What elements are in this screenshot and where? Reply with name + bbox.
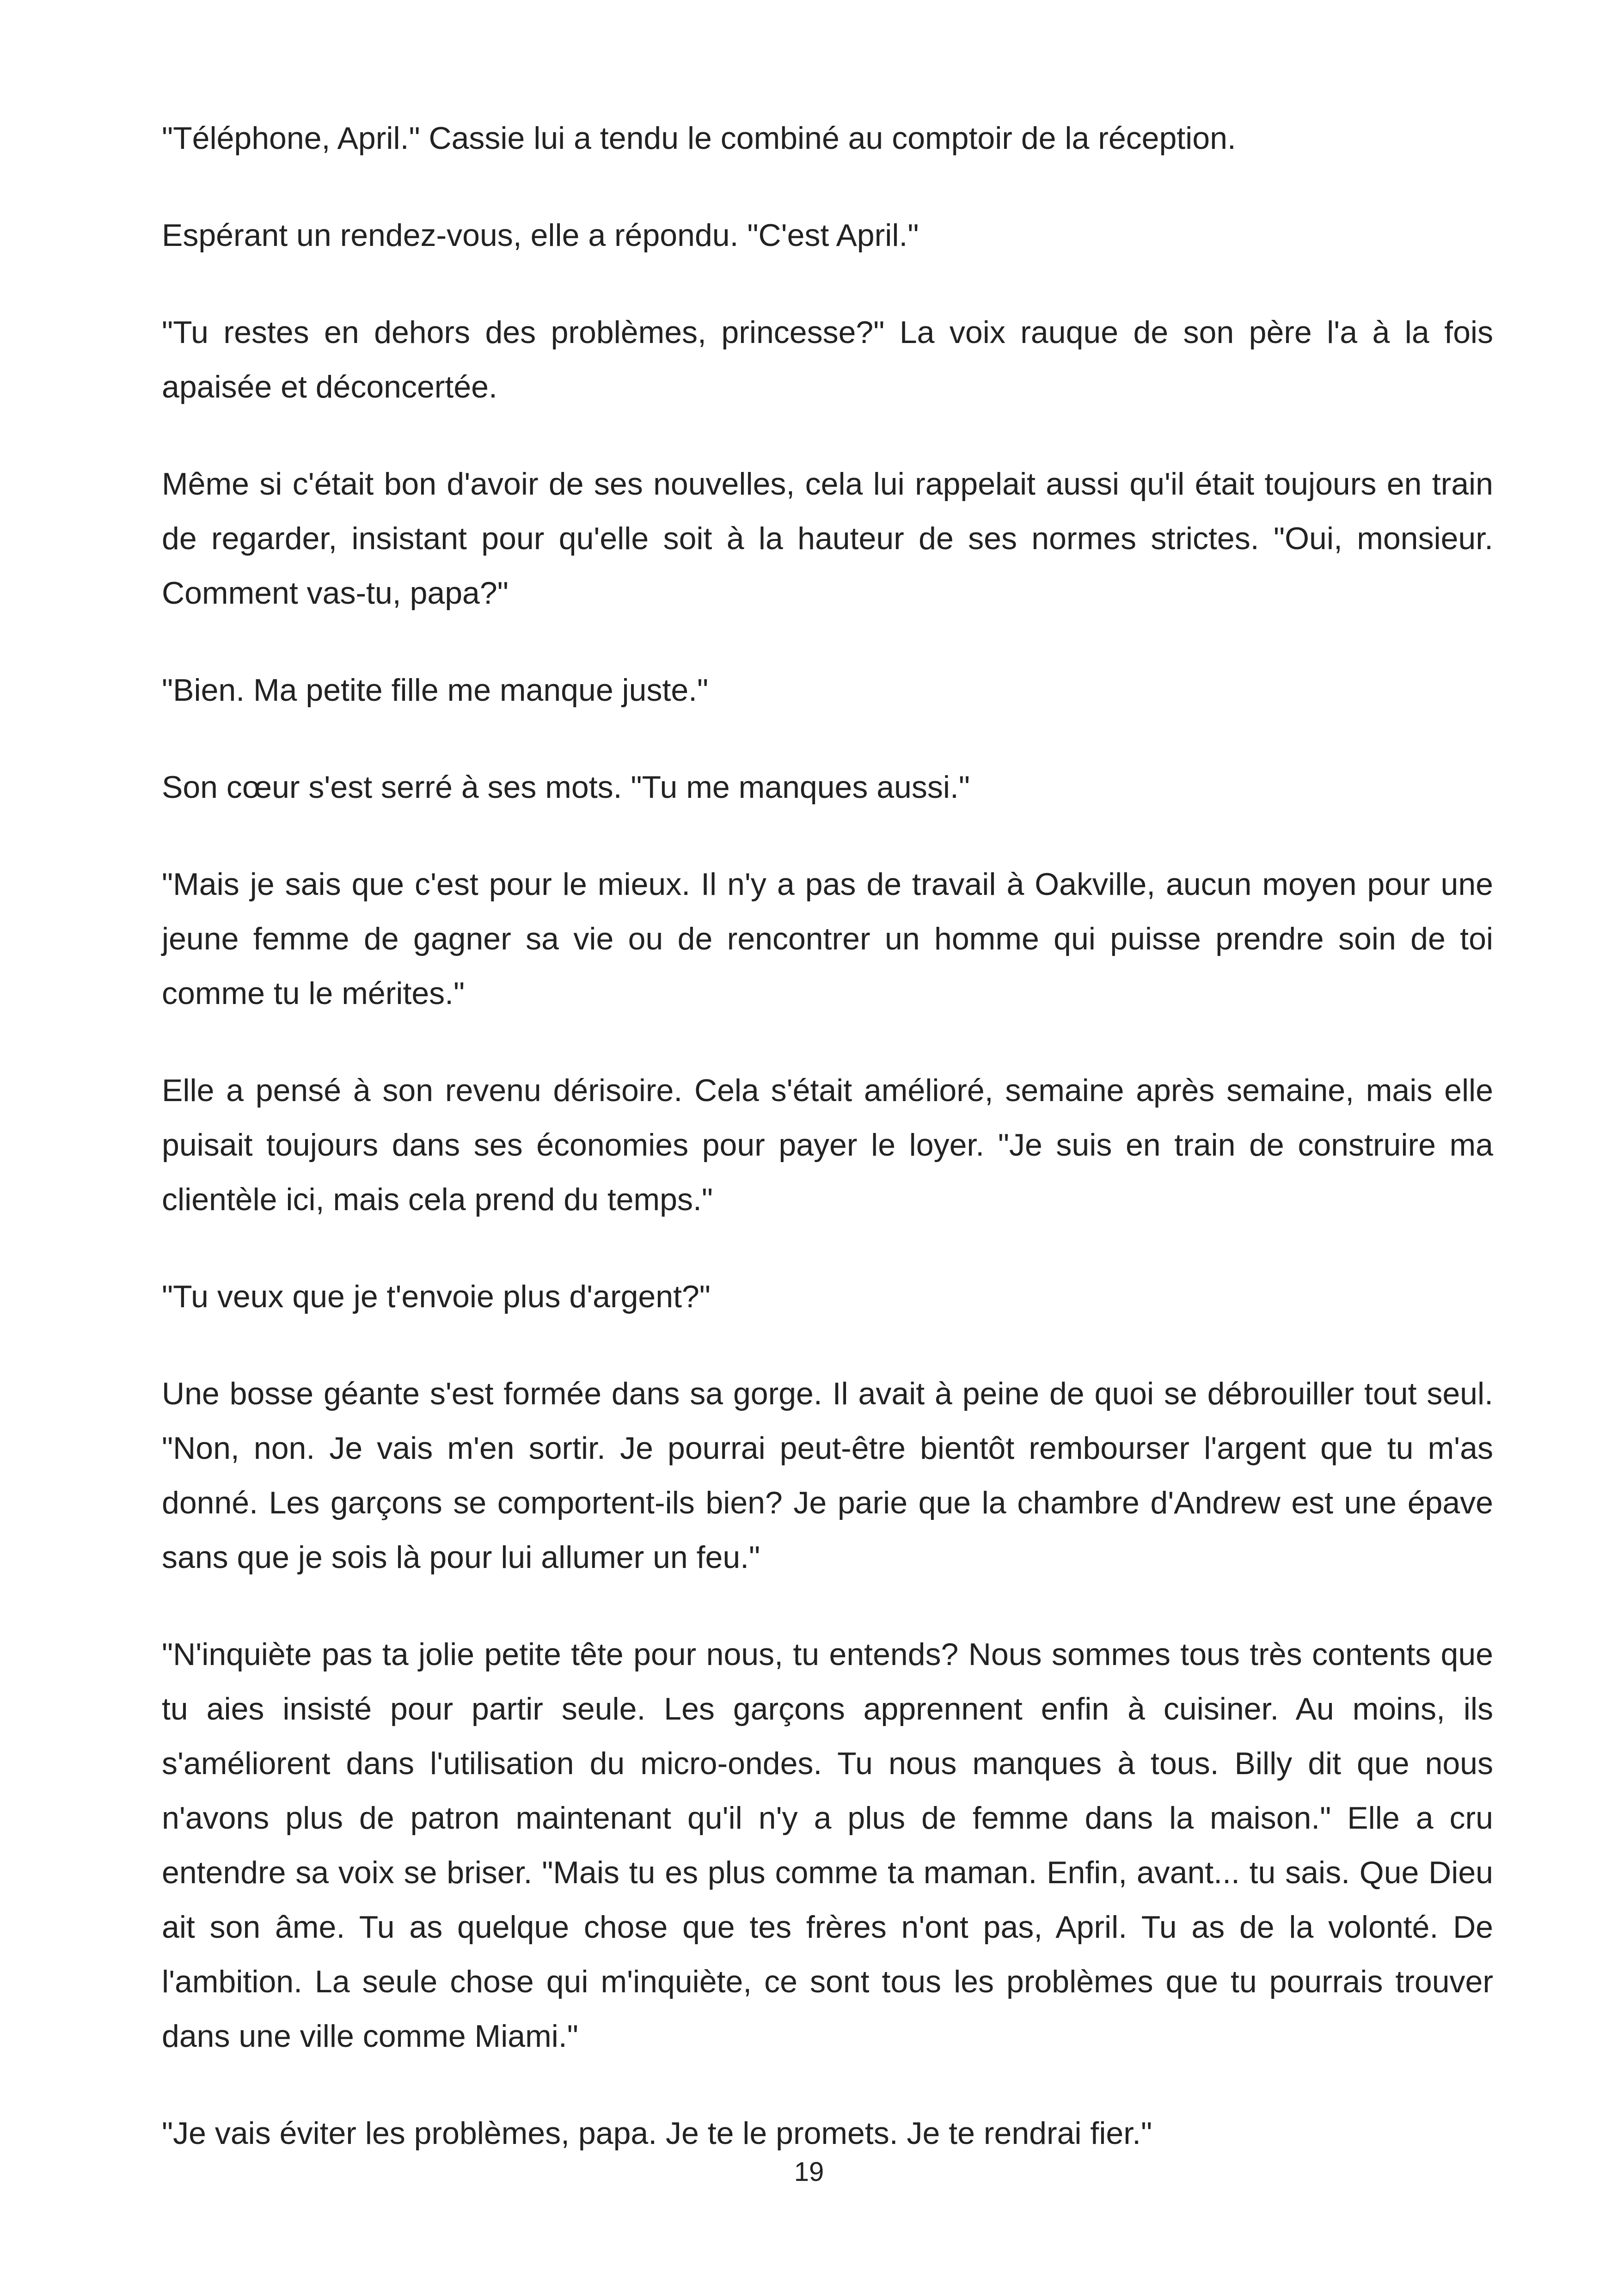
- paragraph: Même si c'était bon d'avoir de ses nouvelles, cela lui rappelait aussi qu'il était toujours en train de regarder, insistant pour qu'elle soit à la hauteur de ses normes strictes. "Oui, monsieur. Comment vas-tu, papa?": [162, 466, 1493, 611]
- paragraph: Espérant un rendez-vous, elle a répondu. "C'est April.": [162, 218, 919, 253]
- page-body: [162, 111, 1493, 2203]
- paragraph: "N'inquiète pas ta jolie petite tête pour nous, tu entends? Nous sommes tous très contents que tu aies insisté pour partir seule. Les garçons apprennent enfin à cuisiner. Au moins, ils s'améliorent dans l'utilisation du micro-ondes. Tu nous manques à tous. Billy dit que nous n'avons plus de patron maintenant qu'il n'y a plus de femme dans la maison." Elle a cru entendre sa voix se briser. "Mais tu es plus comme ta maman. Enfin, avant... tu sais. Que Dieu ait son âme. Tu as quelque chose que tes frères n'ont pas, April. Tu as de la volonté. De l'ambition. La seule chose qui m'inquiète, ce sont tous les problèmes que tu pourrais trouver dans une ville comme Miami.": [162, 1637, 1493, 2054]
- paragraph: "Téléphone, April." Cassie lui a tendu le combiné au comptoir de la réception.: [162, 121, 1236, 156]
- paragraph: Son cœur s'est serré à ses mots. "Tu me manques aussi.": [162, 770, 970, 805]
- paragraph: "Tu veux que je t'envoie plus d'argent?": [162, 1279, 711, 1314]
- paragraph: Elle a pensé à son revenu dérisoire. Cela s'était amélioré, semaine après semaine, mais elle puisait toujours dans ses économies pour payer le loyer. "Je suis en train de construire ma clientèle ici, mais cela prend du temps.": [162, 1073, 1493, 1217]
- paragraph: "Je vais éviter les problèmes, papa. Je te le promets. Je te rendrai fier.": [162, 2116, 1152, 2151]
- paragraph: "Mais je sais que c'est pour le mieux. Il n'y a pas de travail à Oakville, aucun moyen pour une jeune femme de gagner sa vie ou de rencontrer un homme qui puisse prendre soin de toi comme tu le mérites.": [162, 867, 1493, 1011]
- paragraph: Une bosse géante s'est formée dans sa gorge. Il avait à peine de quoi se débrouiller tout seul. "Non, non. Je vais m'en sortir. Je pourrai peut-être bientôt rembourser l'argent que tu m'as donné. Les garçons se comportent-ils bien? Je parie que la chambre d'Andrew est une épave sans que je sois là pour lui allumer un feu.": [162, 1376, 1493, 1575]
- paragraph: "Tu restes en dehors des problèmes, princesse?" La voix rauque de son père l'a à la fois apaisée et déconcertée.: [162, 315, 1493, 404]
- paragraph: "Bien. Ma petite fille me manque juste.": [162, 673, 709, 708]
- page-number: 19: [794, 2157, 824, 2187]
